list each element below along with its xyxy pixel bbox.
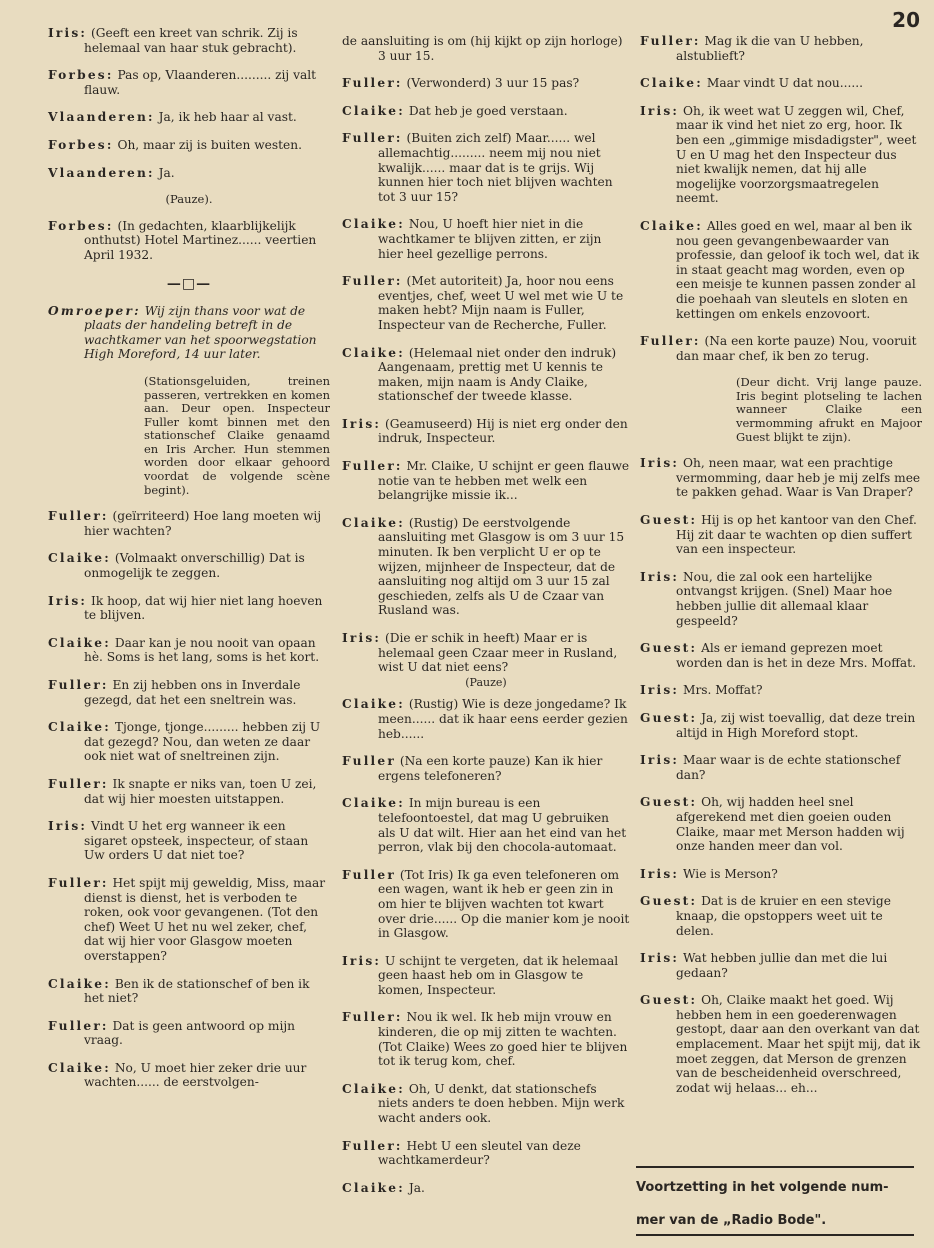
dialogue-text: Dat heb je goed verstaan. — [408, 103, 568, 118]
speaker-name: Iris: — [640, 753, 680, 768]
dialogue-body — [640, 894, 922, 938]
speaker-name: Iris: — [640, 951, 680, 966]
dialogue-text: Wat hebben jullie dan met die lui gedaan? — [676, 951, 888, 980]
dialogue-line — [48, 977, 330, 1006]
speaker-name: Claike: — [342, 103, 405, 118]
dialogue-line — [342, 796, 630, 854]
dialogue-line — [640, 867, 922, 882]
continuation-notice — [636, 1166, 914, 1236]
speaker-name: Fuller: — [48, 776, 109, 791]
speaker-name: Claike: — [342, 1180, 405, 1195]
dialogue-body — [342, 868, 630, 941]
dialogue-line — [640, 711, 922, 740]
dialogue-body — [342, 1010, 630, 1068]
dialogue-text: Ja, ik heb haar al vast. — [158, 110, 297, 125]
dialogue-body — [48, 1019, 330, 1048]
dialogue-line — [640, 76, 922, 91]
dialogue-text: Maar waar is de echte stationschef dan? — [676, 753, 901, 782]
dialogue-line — [48, 26, 330, 55]
speaker-name: Guest: — [640, 710, 698, 725]
dialogue-text: Mrs. Moffat? — [683, 683, 763, 698]
dialogue-line — [640, 334, 922, 363]
dialogue-text: No, U moet hier zeker drie uur wachten...... de eerstvolgen- — [84, 1060, 307, 1090]
speaker-name: Fuller: — [640, 34, 701, 48]
dialogue-line — [342, 516, 630, 618]
dialogue-text: Oh, Claike maakt het goed. Wij hebben hem in een goederenwagen gestopt, daar aan den overkant van dat emplacement. Maar het spijt mij, dat ik moet zeggen, dat Merson de grenzen van de bescheidenheid overschreed, zodat wij helaas... eh... — [676, 993, 921, 1095]
dialogue-line — [342, 754, 630, 783]
speaker-name: Omroeper: — [48, 303, 141, 318]
dialogue-body — [48, 594, 330, 623]
dialogue-text: Daar kan je nou nooit van opaan hè. Soms is het lang, soms is het kort. — [84, 635, 320, 665]
dialogue-body — [48, 138, 330, 153]
dialogue-text: Alles goed en wel, maar al ben ik nou geen gevangenbewaarder van professie, dan geloof ik toch wel, dat ik in staat geacht mag worden, even op een meisje te kunnen passen zonder al die poehaah van sleutels en sloten en kettingen om enkels enzovoort. — [676, 218, 920, 321]
stage-direction: (Stationsgeluiden, treinen passeren, vertrekken en komen aan. Deur open. Inspecteur Fuller komt binnen met den stationschef Claike genaamd en Iris Archer. Hun stemmen worden door elkaar gehoord voordat de volgende scène begint). — [144, 373, 330, 497]
speaker-name: Iris: — [640, 683, 680, 698]
dialogue-body — [342, 274, 630, 332]
column-1 — [48, 26, 330, 1103]
dialogue-line — [48, 68, 330, 97]
dialogue-text: Tjonge, tjonge......... hebben zij U dat gezegd? Nou, dan weten ze daar ook niet wat of sneltreinen zijn. — [84, 720, 321, 764]
speaker-name: Fuller: — [48, 875, 109, 890]
speaker-name: Claike: — [342, 345, 405, 360]
dialogue-text: Dat is geen antwoord op mijn vraag. — [84, 1018, 296, 1048]
speaker-name: Guest: — [640, 894, 698, 909]
dialogue-body — [48, 819, 330, 863]
dialogue-body — [640, 795, 922, 853]
continuation-line-2: mer van de „Radio Bode". — [636, 1213, 914, 1236]
dialogue-body — [640, 683, 922, 698]
dialogue-body — [640, 641, 922, 670]
speaker-name: Iris: — [48, 26, 88, 40]
speaker-name: Iris: — [640, 103, 680, 118]
dialogue-line — [342, 346, 630, 404]
dialogue-body — [48, 219, 330, 263]
dialogue-text: Vindt U het erg wanneer ik een sigaret opsteek, inspecteur, of staan Uw orders U dat niet toe? — [84, 819, 309, 863]
speaker-name: Claike: — [640, 76, 703, 91]
speaker-name: Fuller: — [48, 509, 109, 524]
speaker-name: Fuller — [342, 867, 396, 882]
speaker-name: Guest: — [640, 513, 698, 528]
dialogue-text: Wie is Merson? — [683, 866, 778, 881]
dialogue-text: Oh, neen maar, wat een prachtige vermomming, daar heb je mij zelfs mee te pakken gehad. Waar is Van Draper? — [676, 456, 921, 500]
dialogue-line — [48, 777, 330, 806]
dialogue-body — [640, 456, 922, 500]
dialogue-text: En zij hebben ons in Inverdale gezegd, dat het een sneltrein was. — [84, 678, 301, 707]
dialogue-body — [342, 76, 630, 91]
stage-direction: (Pauze) — [465, 675, 507, 689]
speaker-name: Claike: — [640, 218, 703, 233]
speaker-name: Fuller: — [342, 274, 403, 289]
dialogue-line — [342, 104, 630, 119]
dialogue-text: Oh, wij hadden heel snel afgerekend met dien goeien ouden Claike, maar met Merson hadden wij onze handen meer dan vol. — [676, 795, 905, 854]
dialogue-body — [48, 304, 330, 362]
speaker-name: Guest: — [640, 641, 698, 656]
dialogue-line — [48, 138, 330, 153]
speaker-name: Claike: — [342, 1081, 405, 1096]
dialogue-body — [342, 131, 630, 204]
dialogue-line — [342, 954, 630, 998]
dialogue-line — [342, 1082, 630, 1126]
dialogue-line — [48, 1061, 330, 1090]
dialogue-text: Mr. Claike, U schijnt er geen flauwe notie van te hebben met welk een belangrijke missie ik... — [378, 459, 630, 503]
dialogue-line — [342, 34, 630, 63]
speaker-name: Fuller: — [342, 459, 403, 474]
dialogue-body — [342, 1082, 630, 1126]
dialogue-line — [48, 678, 330, 707]
dialogue-line — [48, 219, 330, 263]
dialogue-line — [342, 1139, 630, 1168]
dialogue-line — [48, 876, 330, 964]
dialogue-line — [342, 417, 630, 446]
dialogue-line — [640, 570, 922, 628]
dialogue-body — [342, 697, 630, 741]
dialogue-body — [342, 754, 630, 783]
dialogue-text: (Geamuseerd) Hij is niet erg onder den indruk, Inspecteur. — [378, 416, 628, 446]
stage-direction: (Pauze). — [165, 192, 213, 207]
dialogue-text: Ik hoop, dat wij hier niet lang hoeven te blijven. — [84, 593, 323, 623]
page-number: 20 — [892, 8, 920, 32]
dialogue-line — [342, 1010, 630, 1068]
speaker-name: Iris: — [640, 866, 680, 881]
dialogue-text: de aansluiting is om (hij kijkt op zijn horloge) 3 uur 15. — [342, 34, 623, 63]
dialogue-text: Als er iemand geprezen moet worden dan is het in deze Mrs. Moffat. — [676, 641, 916, 670]
dialogue-body — [48, 720, 330, 764]
dialogue-text: Nou ik wel. Ik heb mijn vrouw en kinderen, die op mij zitten te wachten. (Tot Claike) Wees zo goed hier te blijven tot ik terug kom, chef. — [378, 1010, 628, 1069]
dialogue-text: Ben ik de stationschef of ben ik het niet? — [84, 976, 310, 1006]
dialogue-line — [640, 104, 922, 206]
dialogue-body — [342, 34, 630, 63]
dialogue-line — [48, 166, 330, 181]
speaker-name: Forbes: — [48, 68, 114, 83]
dialogue-text: (Tot Iris) Ik ga even telefoneren om een wagen, want ik heb er geen zin in om hier te blijven wachten tot kwart over drie...... Op die manier kom je nooit in Glasgow. — [378, 867, 630, 941]
dialogue-body — [342, 1139, 630, 1168]
speaker-name: Forbes: — [48, 218, 114, 233]
speaker-name: Claike: — [342, 697, 405, 712]
dialogue-body — [48, 551, 330, 580]
dialogue-text: Maar vindt U dat nou...... — [706, 76, 864, 91]
speaker-name: Fuller: — [640, 334, 701, 349]
dialogue-body — [640, 76, 922, 91]
dialogue-body — [342, 417, 630, 446]
dialogue-line — [48, 720, 330, 764]
dialogue-text: Ja, zij wist toevallig, dat deze trein altijd in High Moreford stopt. — [676, 710, 916, 740]
dialogue-line — [640, 683, 922, 698]
dialogue-text: Ja. — [408, 1180, 425, 1195]
dialogue-line — [342, 131, 630, 204]
dialogue-text: (Rustig) De eerstvolgende aansluiting met Glasgow is om 3 uur 15 minuten. Ik ben verplicht U er op te wijzen, mijnheer de Inspecteur, dat de aansluiting nog altijd om 3 uur 15 zal geschieden, zelfs als U de Czaar van Rusland was. — [378, 515, 625, 618]
dialogue-text: (Helemaal niet onder den indruk) Aangenaam, prettig met U kennis te maken, mijn naam is Andy Claike, stationschef der tweede klasse. — [378, 345, 617, 404]
dialogue-line — [640, 513, 922, 557]
dialogue-line — [640, 456, 922, 500]
dialogue-text: Wij zijn thans voor wat de plaats der handeling betreft in de wachtkamer van het spoorwegstation High Moreford, 14 uur later. — [84, 303, 317, 362]
continuation-line-1: Voortzetting in het volgende num- — [636, 1166, 914, 1195]
speaker-name: Fuller — [342, 754, 396, 769]
dialogue-body — [342, 954, 630, 998]
dialogue-text: Mag ik die van U hebben, alstublieft? — [676, 34, 864, 63]
speaker-name: Guest: — [640, 993, 698, 1008]
dialogue-text: (geïrriteerd) Hoe lang moeten wij hier wachten? — [84, 509, 322, 538]
dialogue-text: Oh, ik weet wat U zeggen wil, Chef, maar ik vind het niet zo erg, hoor. Ik ben een „gimmige misdadigster", weet U en U mag het den Inspecteur dus niet kwalijk nemen, dat hij alle mogelijke voorzorgsmaatregelen neemt. — [676, 103, 917, 206]
dialogue-line — [640, 951, 922, 980]
dialogue-line — [48, 509, 330, 538]
speaker-name: Fuller: — [342, 1138, 403, 1153]
speaker-name: Iris: — [342, 631, 382, 645]
dialogue-line — [48, 551, 330, 580]
dialogue-text: (Na een korte pauze) Nou, vooruit dan maar chef, ik ben zo terug. — [676, 334, 917, 363]
dialogue-body — [342, 796, 630, 854]
speaker-name: Iris: — [640, 456, 680, 471]
dialogue-line — [640, 219, 922, 321]
dialogue-body — [48, 977, 330, 1006]
dialogue-line — [48, 819, 330, 863]
dialogue-body — [342, 346, 630, 404]
column-3 — [640, 34, 922, 1108]
dialogue-body — [48, 1061, 330, 1090]
speaker-name: Iris: — [48, 819, 88, 834]
dialogue-text: Nou, die zal ook een hartelijke ontvangst krijgen. (Snel) Maar hoe hebben jullie dit allemaal klaar gespeeld? — [676, 569, 893, 628]
dialogue-line — [342, 631, 630, 675]
dialogue-body — [640, 334, 922, 363]
speaker-name: Claike: — [48, 1060, 111, 1075]
dialogue-text: U schijnt te vergeten, dat ik helemaal geen haast heb om in Glasgow te komen, Inspecteur. — [378, 953, 619, 997]
dialogue-text: (Geeft een kreet van schrik. Zij is helemaal van haar stuk gebracht). — [84, 26, 298, 55]
dialogue-text: Nou, U hoeft hier niet in die wachtkamer te blijven zitten, er zijn hier heel gezellige perrons. — [378, 217, 602, 261]
dialogue-body — [48, 68, 330, 97]
dialogue-body — [640, 993, 922, 1095]
dialogue-body — [48, 166, 330, 181]
dialogue-line — [48, 594, 330, 623]
dialogue-text: Ik snapte er niks van, toen U zei, dat wij hier moesten uitstappen. — [84, 776, 317, 806]
dialogue-line — [640, 993, 922, 1095]
dialogue-text: Ja. — [158, 165, 175, 180]
dialogue-body — [342, 516, 630, 618]
speaker-name: Fuller: — [48, 678, 109, 692]
dialogue-body — [640, 570, 922, 628]
dialogue-line — [48, 636, 330, 665]
dialogue-text: Oh, maar zij is buiten westen. — [117, 137, 302, 152]
dialogue-line — [640, 795, 922, 853]
dialogue-line — [640, 641, 922, 670]
dialogue-line — [48, 1019, 330, 1048]
dialogue-text: (In gedachten, klaarblijkelijk onthutst) Hotel Martinez...... veertien April 1932. — [84, 218, 317, 262]
speaker-name: Claike: — [48, 551, 111, 566]
dialogue-body — [640, 867, 922, 882]
dialogue-text: (Die er schik in heeft) Maar er is helemaal geen Czaar meer in Rusland, wist U dat niet eens? — [378, 631, 618, 675]
dialogue-text: Oh, U denkt, dat stationschefs niets anders te doen hebben. Mijn werk wacht anders ook. — [378, 1081, 625, 1126]
dialogue-line — [342, 76, 630, 91]
dialogue-line — [342, 459, 630, 503]
speaker-name: Guest: — [640, 795, 698, 810]
dialogue-line — [640, 894, 922, 938]
dialogue-text: (Rustig) Wie is deze jongedame? Ik meen...... dat ik haar eens eerder gezien heb...... — [378, 697, 628, 741]
dialogue-body — [640, 34, 922, 63]
section-divider: —□— — [166, 275, 212, 292]
speaker-name: Fuller: — [342, 131, 403, 146]
dialogue-line — [48, 110, 330, 125]
dialogue-body — [640, 513, 922, 557]
dialogue-line — [342, 697, 630, 741]
dialogue-body — [48, 26, 330, 55]
speaker-name: Iris: — [342, 953, 382, 968]
stage-direction: (Deur dicht. Vrij lange pauze. Iris begint plotseling te lachen wanneer Claike een vermomming afrukt en Majoor Guest blijkt te zijn). — [736, 375, 922, 444]
dialogue-line — [342, 1181, 630, 1196]
speaker-name: Claike: — [342, 217, 405, 232]
dialogue-text: (Buiten zich zelf) Maar...... wel allemachtig......... neem mij nou niet kwalijk...... maar dat is te grijs. Wij kunnen hier toch niet blijven wachten tot 3 uur 15? — [378, 131, 613, 204]
dialogue-body — [48, 876, 330, 964]
dialogue-line — [342, 868, 630, 941]
speaker-name: Forbes: — [48, 137, 114, 152]
speaker-name: Fuller: — [342, 76, 403, 91]
dialogue-body — [640, 104, 922, 206]
speaker-name: Claike: — [48, 976, 111, 991]
dialogue-body — [640, 753, 922, 782]
dialogue-text: (Verwonderd) 3 uur 15 pas? — [406, 76, 580, 91]
speaker-name: Claike: — [48, 635, 111, 650]
dialogue-line — [342, 274, 630, 332]
dialogue-body — [640, 951, 922, 980]
dialogue-text: (Na een korte pauze) Kan ik hier ergens telefoneren? — [378, 754, 603, 783]
dialogue-text: Hebt U een sleutel van deze wachtkamerdeur? — [378, 1138, 581, 1168]
speaker-name: Claike: — [342, 796, 405, 811]
announcer-line — [48, 304, 330, 362]
dialogue-body — [342, 1181, 630, 1196]
dialogue-body — [48, 509, 330, 538]
dialogue-body — [640, 711, 922, 740]
dialogue-text: Pas op, Vlaanderen......... zij valt flauw. — [84, 68, 317, 97]
dialogue-line — [342, 217, 630, 261]
dialogue-text: Hij is op het kantoor van den Chef. Hij zit daar te wachten op dien suffert van een inspecteur. — [676, 513, 917, 557]
dialogue-line — [640, 34, 922, 63]
dialogue-body — [342, 104, 630, 119]
dialogue-line — [640, 753, 922, 782]
dialogue-body — [48, 678, 330, 707]
dialogue-body — [48, 777, 330, 806]
speaker-name: Claike: — [48, 720, 111, 735]
speaker-name: Fuller: — [48, 1018, 109, 1033]
dialogue-body — [48, 110, 330, 125]
dialogue-text: Dat is de kruier en een stevige knaap, die opstoppers weet uit te delen. — [676, 894, 891, 938]
dialogue-text: (Volmaakt onverschillig) Dat is onmogelijk te zeggen. — [84, 551, 305, 581]
dialogue-body — [342, 459, 630, 503]
speaker-name: Vlaanderen: — [48, 110, 155, 125]
speaker-name: Claike: — [342, 515, 405, 530]
dialogue-text: (Met autoriteit) Ja, hoor nou eens eventjes, chef, weet U wel met wie U te maken hebt? Mijn naam is Fuller, Inspecteur van de Recherche, Fuller. — [378, 274, 624, 332]
speaker-name: Iris: — [342, 416, 382, 431]
dialogue-body — [48, 636, 330, 665]
speaker-name: Vlaanderen: — [48, 165, 155, 180]
speaker-name: Iris: — [640, 569, 680, 584]
dialogue-text: In mijn bureau is een telefoontoestel, dat mag U gebruiken als U dat wilt. Hier aan het eind van het perron, vlak bij den chocola-automaat. — [378, 796, 627, 855]
speaker-name: Fuller: — [342, 1010, 403, 1025]
speaker-name: Iris: — [48, 593, 88, 608]
dialogue-text: Het spijt mij geweldig, Miss, maar dienst is dienst, het is verboden te roken, ook voor gevangenen. (Tot den chef) Weet U het nu wel zeker, chef, dat wij hier voor Glasgow moeten overstappen? — [84, 875, 326, 963]
dialogue-body — [342, 631, 630, 675]
column-2 — [342, 34, 630, 1208]
dialogue-body — [342, 217, 630, 261]
dialogue-body — [640, 219, 922, 321]
